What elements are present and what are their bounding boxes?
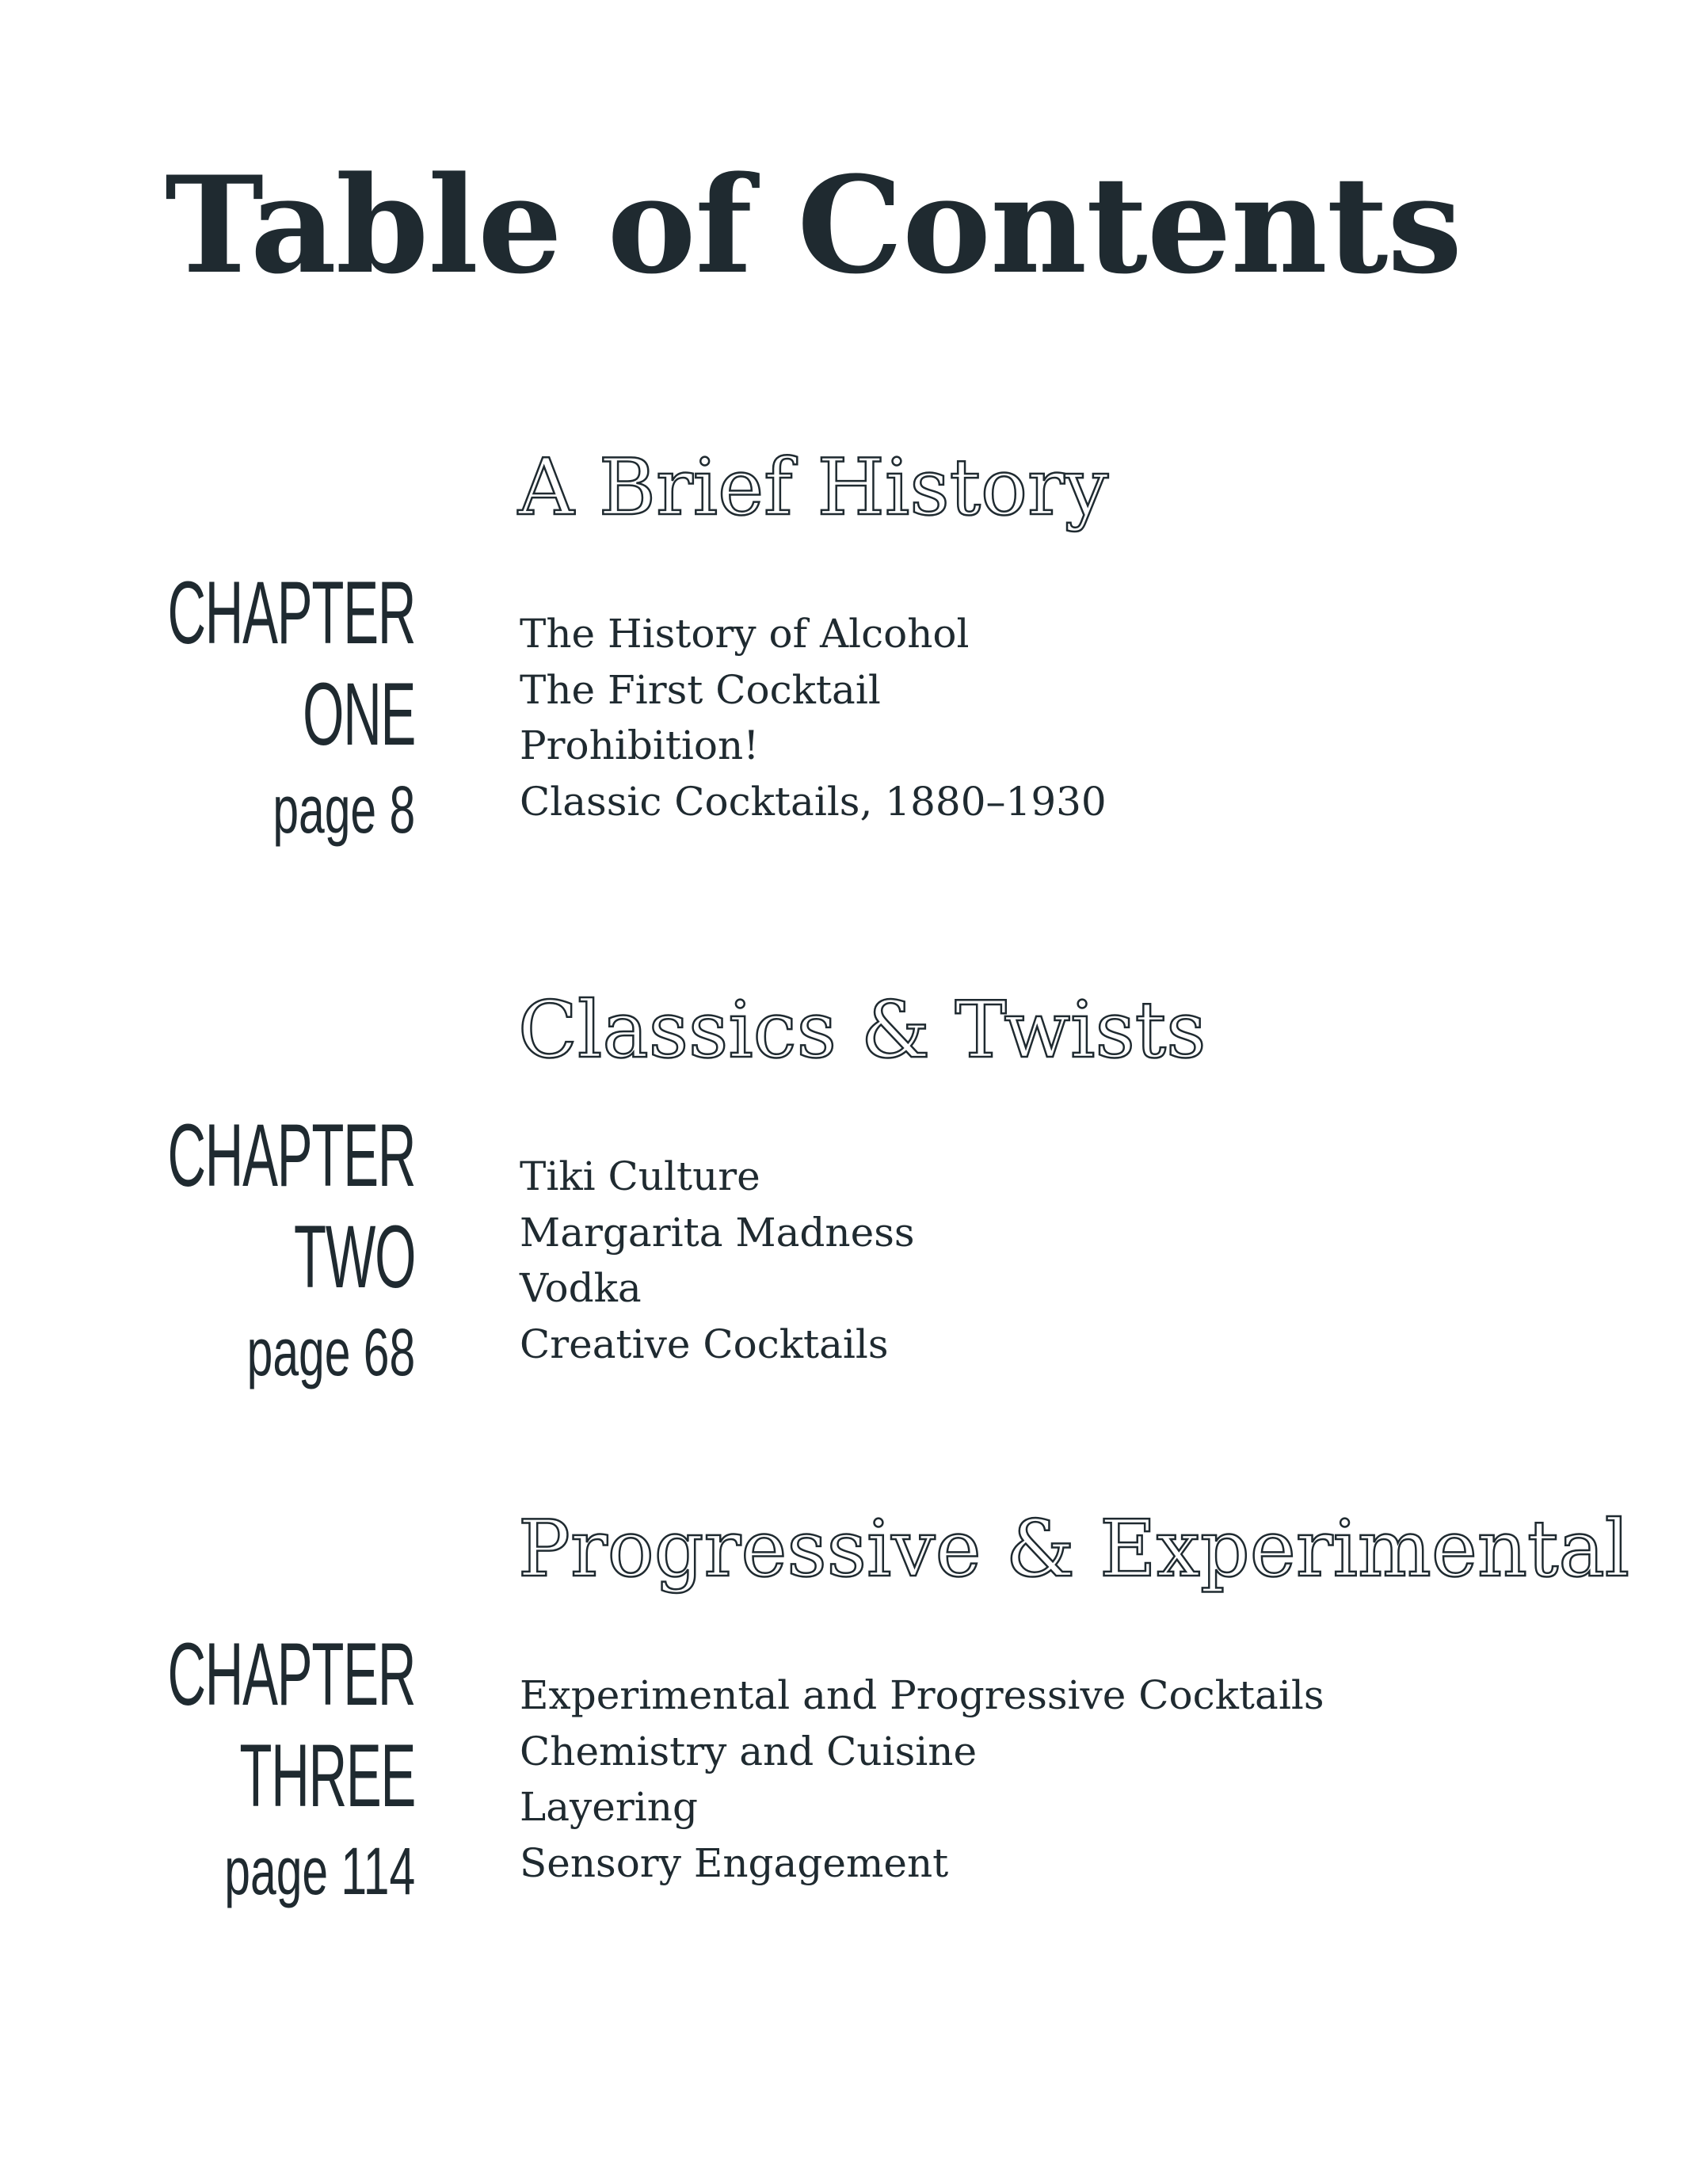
chapter-heading: A Brief History bbox=[518, 443, 1109, 533]
topic-list bbox=[520, 1668, 1324, 1891]
topic-item: The First Cocktail bbox=[520, 666, 881, 713]
topic-item: Creative Cocktails bbox=[520, 1321, 889, 1367]
chapter-number: TWO bbox=[293, 1207, 415, 1306]
chapter-page-number: page 68 bbox=[246, 1315, 415, 1389]
chapter-heading: Classics & Twists bbox=[518, 985, 1206, 1076]
topic-item: Prohibition! bbox=[520, 722, 760, 768]
topic-item: Chemistry and Cuisine bbox=[520, 1728, 978, 1774]
chapter-three-section bbox=[0, 1505, 1696, 1917]
chapter-number: ONE bbox=[302, 665, 415, 764]
topic-list bbox=[520, 606, 1107, 829]
topic-item: Layering bbox=[520, 1784, 698, 1830]
topic-item: Sensory Engagement bbox=[520, 1839, 949, 1886]
page-title: Table of Contents bbox=[165, 147, 1462, 303]
topic-item: Vodka bbox=[520, 1265, 642, 1311]
topic-item: The History of Alcohol bbox=[520, 611, 970, 657]
chapter-two-section bbox=[0, 986, 1696, 1398]
topic-item: Margarita Madness bbox=[520, 1209, 915, 1256]
chapter-page-number: page 114 bbox=[224, 1834, 415, 1908]
topic-list bbox=[520, 1149, 915, 1372]
chapter-word: CHAPTER bbox=[167, 1625, 415, 1724]
chapter-label bbox=[2, 562, 415, 854]
chapter-one-section bbox=[0, 444, 1696, 856]
chapter-label bbox=[2, 1105, 415, 1397]
chapter-word: CHAPTER bbox=[167, 1106, 415, 1205]
chapter-heading: Progressive & Experimental bbox=[518, 1504, 1630, 1595]
chapter-number: THREE bbox=[239, 1726, 415, 1825]
chapter-label bbox=[2, 1624, 415, 1915]
chapter-page-number: page 8 bbox=[273, 772, 415, 847]
chapter-word: CHAPTER bbox=[167, 563, 415, 662]
topic-item: Tiki Culture bbox=[520, 1153, 760, 1199]
topic-item: Experimental and Progressive Cocktails bbox=[520, 1672, 1324, 1718]
topic-item: Classic Cocktails, 1880–1930 bbox=[520, 778, 1107, 825]
